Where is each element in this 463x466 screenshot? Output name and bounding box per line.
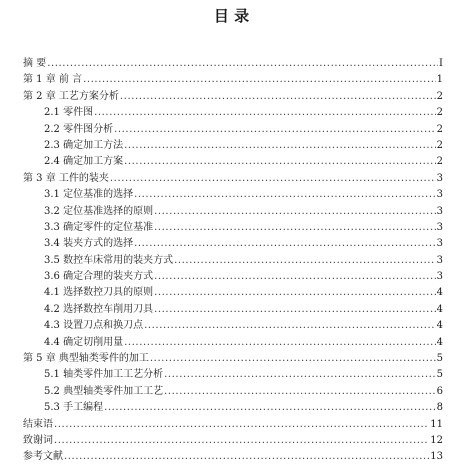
toc-entry-page: 3 [436,254,443,266]
toc-entry-page: 4 [436,320,443,332]
toc-entry-label: 2.3 确定加工方法 [44,139,124,151]
toc-entry[interactable] [23,122,443,138]
toc-entry-page: 3 [436,221,443,233]
toc-entry-page: 3 [436,205,443,217]
toc-entry-label: 4.1 选择数控刀具的原则 [44,287,154,299]
toc-entry-page: 3 [436,271,443,283]
toc-leader-dots [150,351,436,367]
toc-entry-page: 2 [436,90,443,102]
toc-entry-label: 第 1 章 前 言 [23,74,83,86]
toc-entry-page: 5 [436,369,443,381]
toc-entry-label: 致谢词 [23,434,53,446]
toc-entry[interactable] [23,417,443,433]
toc-entry-page: 12 [430,434,443,446]
toc-leader-dots [174,253,436,269]
toc-entry[interactable] [23,433,443,449]
toc-entry[interactable] [23,187,443,203]
toc-leader-dots [154,302,436,318]
toc-leader-dots [54,433,429,449]
toc-leader-dots [154,204,436,220]
toc-entry-page: 3 [436,189,443,201]
toc-entry-page: 5 [436,353,443,365]
toc-entry[interactable] [23,154,443,170]
toc-entry[interactable] [23,285,443,301]
toc-entry-label: 3.5 数控车床常用的装夹方式 [44,254,174,266]
table-of-contents [23,56,443,466]
toc-entry-label: 3.3 确定零件的定位基准 [44,221,154,233]
toc-leader-dots [164,384,436,400]
toc-entry-page: 4 [436,287,443,299]
toc-entry[interactable] [23,253,443,269]
toc-entry-label: 4.2 选择数控车削用刀具 [44,303,154,315]
toc-leader-dots [114,122,436,138]
toc-entry-page: 3 [436,172,443,184]
toc-entry[interactable] [23,89,443,105]
toc-entry[interactable] [23,400,443,416]
toc-leader-dots [134,236,436,252]
toc-leader-dots [124,335,436,351]
page-title: 目 录 [213,7,250,25]
toc-entry[interactable] [23,138,443,154]
toc-leader-dots [164,367,436,383]
toc-leader-dots [134,187,436,203]
toc-entry-label: 第 2 章 工艺方案分析 [23,90,119,102]
toc-leader-dots [104,400,436,416]
toc-entry[interactable] [23,236,443,252]
toc-entry-label: 结束语 [23,418,53,430]
toc-entry[interactable] [23,318,443,334]
toc-leader-dots [64,449,429,465]
toc-entry-page: 4 [436,303,443,315]
toc-entry[interactable] [23,335,443,351]
toc-entry[interactable] [23,351,443,367]
toc-leader-dots [47,56,438,72]
toc-entry-page: 6 [436,385,443,397]
toc-entry-label: 4.3 设置刀点和换刀点 [44,320,144,332]
toc-entry[interactable] [23,269,443,285]
toc-leader-dots [154,220,436,236]
toc-entry[interactable] [23,171,443,187]
toc-entry[interactable] [23,204,443,220]
toc-entry-label: 3.2 定位基准选择的原则 [44,205,154,217]
toc-leader-dots [124,154,436,170]
toc-entry-label: 参考文献 [23,451,63,463]
toc-entry-page: 3 [436,238,443,250]
toc-entry-page: 1 [436,74,443,86]
toc-entry[interactable] [23,449,443,465]
toc-entry-page: 2 [436,123,443,135]
toc-entry-label: 4.4 确定切削用量 [44,336,124,348]
toc-entry-page: 13 [430,451,443,463]
toc-entry-label: 5.2 典型轴类零件加工工艺 [44,385,164,397]
toc-entry-label: 第 3 章 工件的装夹 [23,172,109,184]
toc-entry-page: 8 [436,402,443,414]
toc-entry-page: 11 [430,418,443,430]
toc-entry-page: I [439,58,443,69]
toc-leader-dots [110,171,436,187]
toc-entry-label: 3.6 确定合理的装夹方式 [44,271,154,283]
toc-leader-dots [124,138,436,154]
toc-entry-page: 4 [436,336,443,348]
toc-entry-page: 2 [436,139,443,151]
toc-entry-label: 5.3 手工编程 [44,402,104,414]
toc-entry[interactable] [23,72,443,88]
toc-leader-dots [120,89,436,105]
toc-entry[interactable] [23,367,443,383]
toc-leader-dots [144,318,436,334]
toc-entry-label: 5.1 轴类零件加工工艺分析 [44,369,164,381]
toc-leader-dots [94,105,436,121]
toc-entry[interactable] [23,384,443,400]
toc-entry[interactable] [23,56,443,72]
toc-entry-page: 2 [436,156,443,168]
toc-entry[interactable] [23,105,443,121]
toc-entry-label: 2.2 零件图分析 [44,123,114,135]
toc-entry-page: 2 [436,107,443,119]
toc-entry-label: 2.4 确定加工方案 [44,156,124,168]
toc-entry[interactable] [23,220,443,236]
toc-entry-label: 第 5 章 典型轴类零件的加工 [23,353,149,365]
toc-entry-label: 3.1 定位基准的选择 [44,189,134,201]
toc-entry[interactable] [23,302,443,318]
toc-entry-label: 摘 要 [23,58,47,69]
toc-leader-dots [54,417,429,433]
toc-leader-dots [154,285,436,301]
toc-entry-label: 3.4 装夹方式的选择 [44,238,134,250]
toc-leader-dots [83,72,436,88]
toc-entry-label: 2.1 零件图 [44,107,94,119]
toc-leader-dots [154,269,436,285]
